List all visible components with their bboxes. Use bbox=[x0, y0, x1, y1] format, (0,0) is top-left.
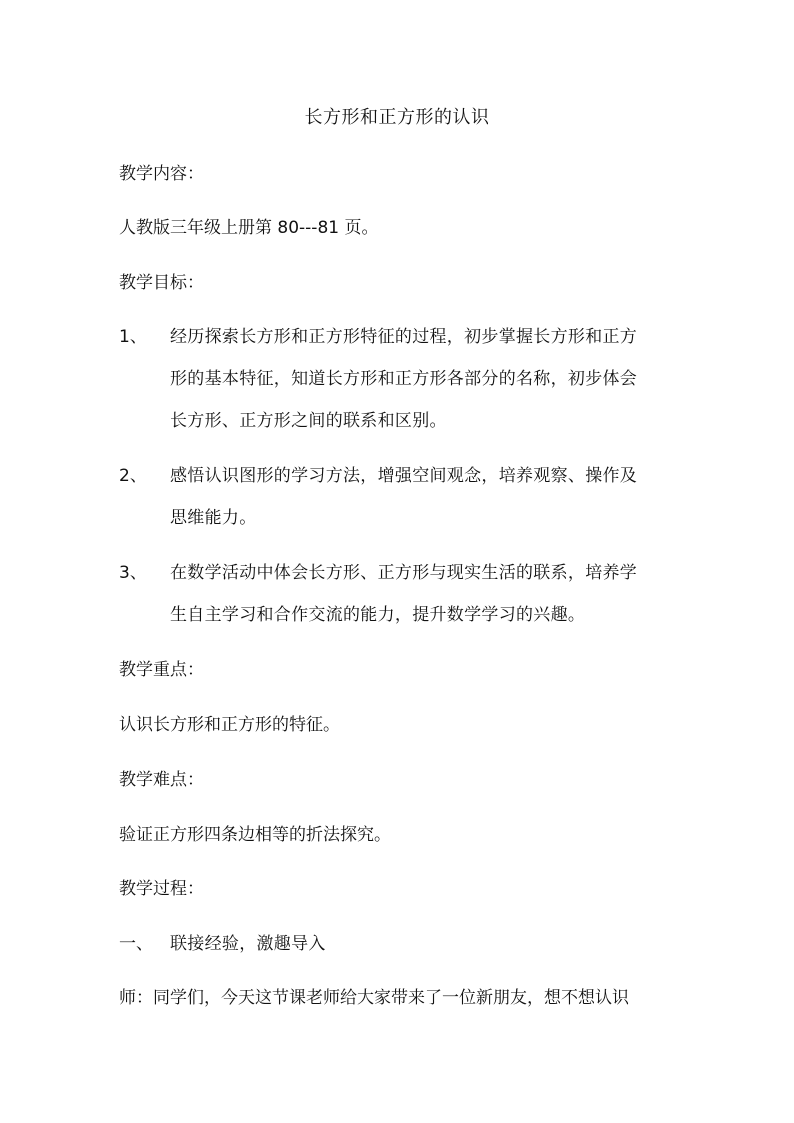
goal-2-line-1: 感悟认识图形的学习方法，增强空间观念，培养观察、操作及 bbox=[170, 466, 638, 486]
content-text: 人教版三年级上册第 80---81 页。 bbox=[119, 218, 379, 238]
section-1-number: 一、 bbox=[119, 934, 153, 954]
goals-heading: 教学目标： bbox=[119, 273, 204, 293]
goal-2-line-2: 思维能力。 bbox=[170, 508, 257, 528]
goal-3-line-1: 在数学活动中体会长方形、正方形与现实生活的联系，培养学 bbox=[170, 563, 638, 583]
goal-3-number: 3、 bbox=[119, 563, 147, 583]
goal-1-line-3: 长方形、正方形之间的联系和区别。 bbox=[170, 411, 447, 431]
goal-1-number: 1、 bbox=[119, 327, 147, 347]
goal-1-line-2: 形的基本特征，知道长方形和正方形各部分的名称，初步体会 bbox=[170, 369, 638, 389]
difficulty-text: 验证正方形四条边相等的折法探究。 bbox=[119, 825, 391, 845]
goal-3-line-2: 生自主学习和合作交流的能力，提升数学学习的兴趣。 bbox=[170, 605, 586, 625]
teacher-line: 师：同学们，今天这节课老师给大家带来了一位新朋友，想不想认识 bbox=[119, 988, 629, 1008]
key-heading: 教学重点： bbox=[119, 660, 204, 680]
content-heading: 教学内容： bbox=[119, 164, 204, 184]
difficulty-heading: 教学难点： bbox=[119, 770, 204, 790]
process-heading: 教学过程： bbox=[119, 879, 204, 899]
section-1-title: 联接经验，激趣导入 bbox=[170, 934, 326, 954]
goal-1-line-1: 经历探索长方形和正方形特征的过程，初步掌握长方形和正方 bbox=[170, 327, 638, 347]
document-title: 长方形和正方形的认识 bbox=[304, 107, 490, 128]
key-text: 认识长方形和正方形的特征。 bbox=[119, 715, 340, 735]
goal-2-number: 2、 bbox=[119, 466, 147, 486]
